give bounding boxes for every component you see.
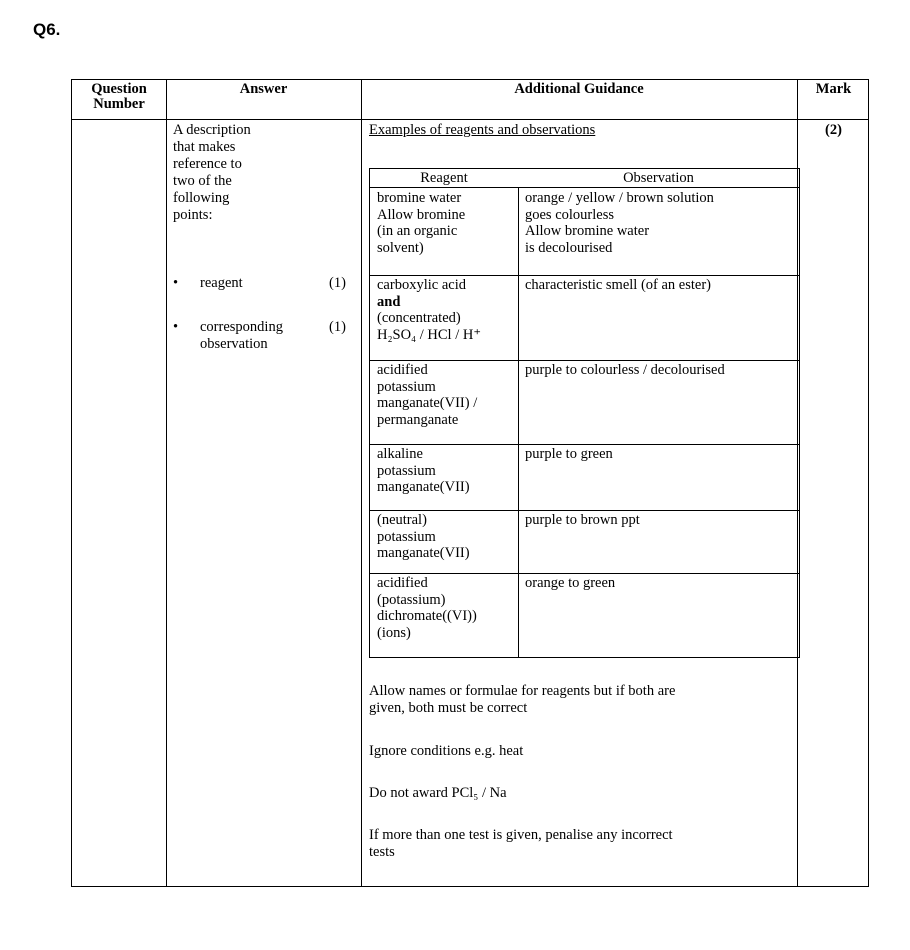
inner-header-observation: Observation	[623, 170, 694, 186]
observation-cell	[518, 446, 613, 463]
reagent-observation-table	[369, 168, 800, 658]
text-line: and	[377, 293, 401, 310]
text-line: acidified	[377, 362, 428, 378]
text-line: potassium	[377, 462, 436, 479]
reagent-cell	[370, 512, 470, 562]
text-line: If more than one test is given, penalise any incorrect	[369, 827, 673, 843]
text-line: given, both must be correct	[369, 700, 528, 716]
text-line: dichromate((VI))	[377, 608, 477, 624]
observation-cell	[518, 362, 725, 379]
observation-cell	[518, 512, 640, 529]
answer-description	[173, 122, 251, 224]
text-line: alkaline	[377, 446, 423, 462]
text-line: goes colourless	[525, 206, 614, 223]
reagent-cell	[370, 362, 477, 428]
text-line: reference to	[173, 156, 242, 172]
text-line: Ignore conditions e.g. heat	[369, 743, 524, 759]
question-heading: Q6.	[33, 20, 61, 39]
answer-point-observation	[200, 319, 283, 353]
observation-cell	[518, 190, 714, 256]
row-divider	[370, 573, 799, 574]
text-line: manganate(VII) /	[377, 395, 478, 411]
reagent-cell	[370, 446, 470, 496]
text-line: solvent)	[377, 239, 424, 256]
guidance-note	[369, 743, 523, 760]
answer-point-reagent	[200, 275, 243, 292]
header-mark: Mark	[815, 81, 852, 97]
text-line: Do not award PCl₅ / Na	[369, 785, 507, 801]
column-divider	[166, 80, 167, 886]
guidance-note	[369, 785, 507, 802]
text-line: reagent	[200, 275, 243, 291]
text-line: points:	[173, 207, 213, 223]
text-line: bromine water	[377, 190, 462, 206]
reagent-cell	[370, 190, 465, 256]
row-divider	[370, 444, 799, 445]
text-line: corresponding	[200, 319, 283, 335]
header-additional-guidance: Additional Guidance	[514, 81, 644, 97]
guidance-note	[369, 827, 673, 861]
text-line: is decolourised	[525, 239, 613, 256]
text-line: H₂SO₄ / HCl / H⁺	[377, 326, 481, 343]
text-line: potassium	[377, 528, 436, 545]
column-divider	[361, 80, 362, 886]
text-line: following	[173, 190, 230, 206]
text-line: (potassium)	[377, 591, 446, 608]
text-line: tests	[369, 844, 395, 860]
text-line: purple to green	[525, 446, 613, 462]
mark-scheme-table	[71, 79, 869, 887]
inner-header-reagent: Reagent	[420, 170, 468, 186]
reagent-cell	[370, 277, 481, 343]
mark-value: (2)	[825, 122, 842, 138]
header-divider	[72, 119, 868, 120]
text-line: (in an organic	[377, 223, 458, 239]
text-line: Allow names or formulae for reagents but if both are	[369, 683, 676, 699]
text-line: Allow bromine water	[525, 223, 650, 239]
text-line: purple to colourless / decolourised	[525, 362, 725, 378]
examples-title: Examples of reagents and observations	[369, 122, 596, 138]
text-line: that makes	[173, 139, 236, 155]
header-question-number: Question Number	[91, 81, 147, 112]
inner-header-divider	[370, 187, 799, 188]
header-answer: Answer	[239, 81, 288, 97]
bullet-icon: •	[173, 275, 179, 291]
answer-point-mark: (1)	[329, 275, 346, 291]
text-line: (neutral)	[377, 512, 427, 528]
text-line: potassium	[377, 378, 436, 395]
text-line: permanganate	[377, 411, 459, 428]
row-divider	[370, 510, 799, 511]
text-line: (concentrated)	[377, 310, 461, 326]
observation-cell	[518, 575, 615, 592]
text-line: purple to brown ppt	[525, 512, 640, 528]
text-line: A description	[173, 122, 251, 138]
row-divider	[370, 360, 799, 361]
text-line: observation	[200, 336, 268, 352]
text-line: manganate(VII)	[377, 479, 470, 495]
text-line: Allow bromine	[377, 206, 466, 223]
text-line: characteristic smell (of an ester)	[525, 277, 711, 293]
text-line: acidified	[377, 575, 428, 591]
text-line: two of the	[173, 173, 232, 189]
bullet-icon: •	[173, 319, 179, 335]
guidance-note	[369, 683, 675, 717]
text-line: (ions)	[377, 624, 411, 641]
row-divider	[370, 275, 799, 276]
reagent-cell	[370, 575, 477, 641]
text-line: orange / yellow / brown solution	[525, 190, 714, 206]
observation-cell	[518, 277, 711, 294]
answer-point-mark: (1)	[329, 319, 346, 335]
text-line: manganate(VII)	[377, 545, 470, 561]
text-line: orange to green	[525, 575, 616, 591]
text-line: carboxylic acid	[377, 277, 466, 293]
